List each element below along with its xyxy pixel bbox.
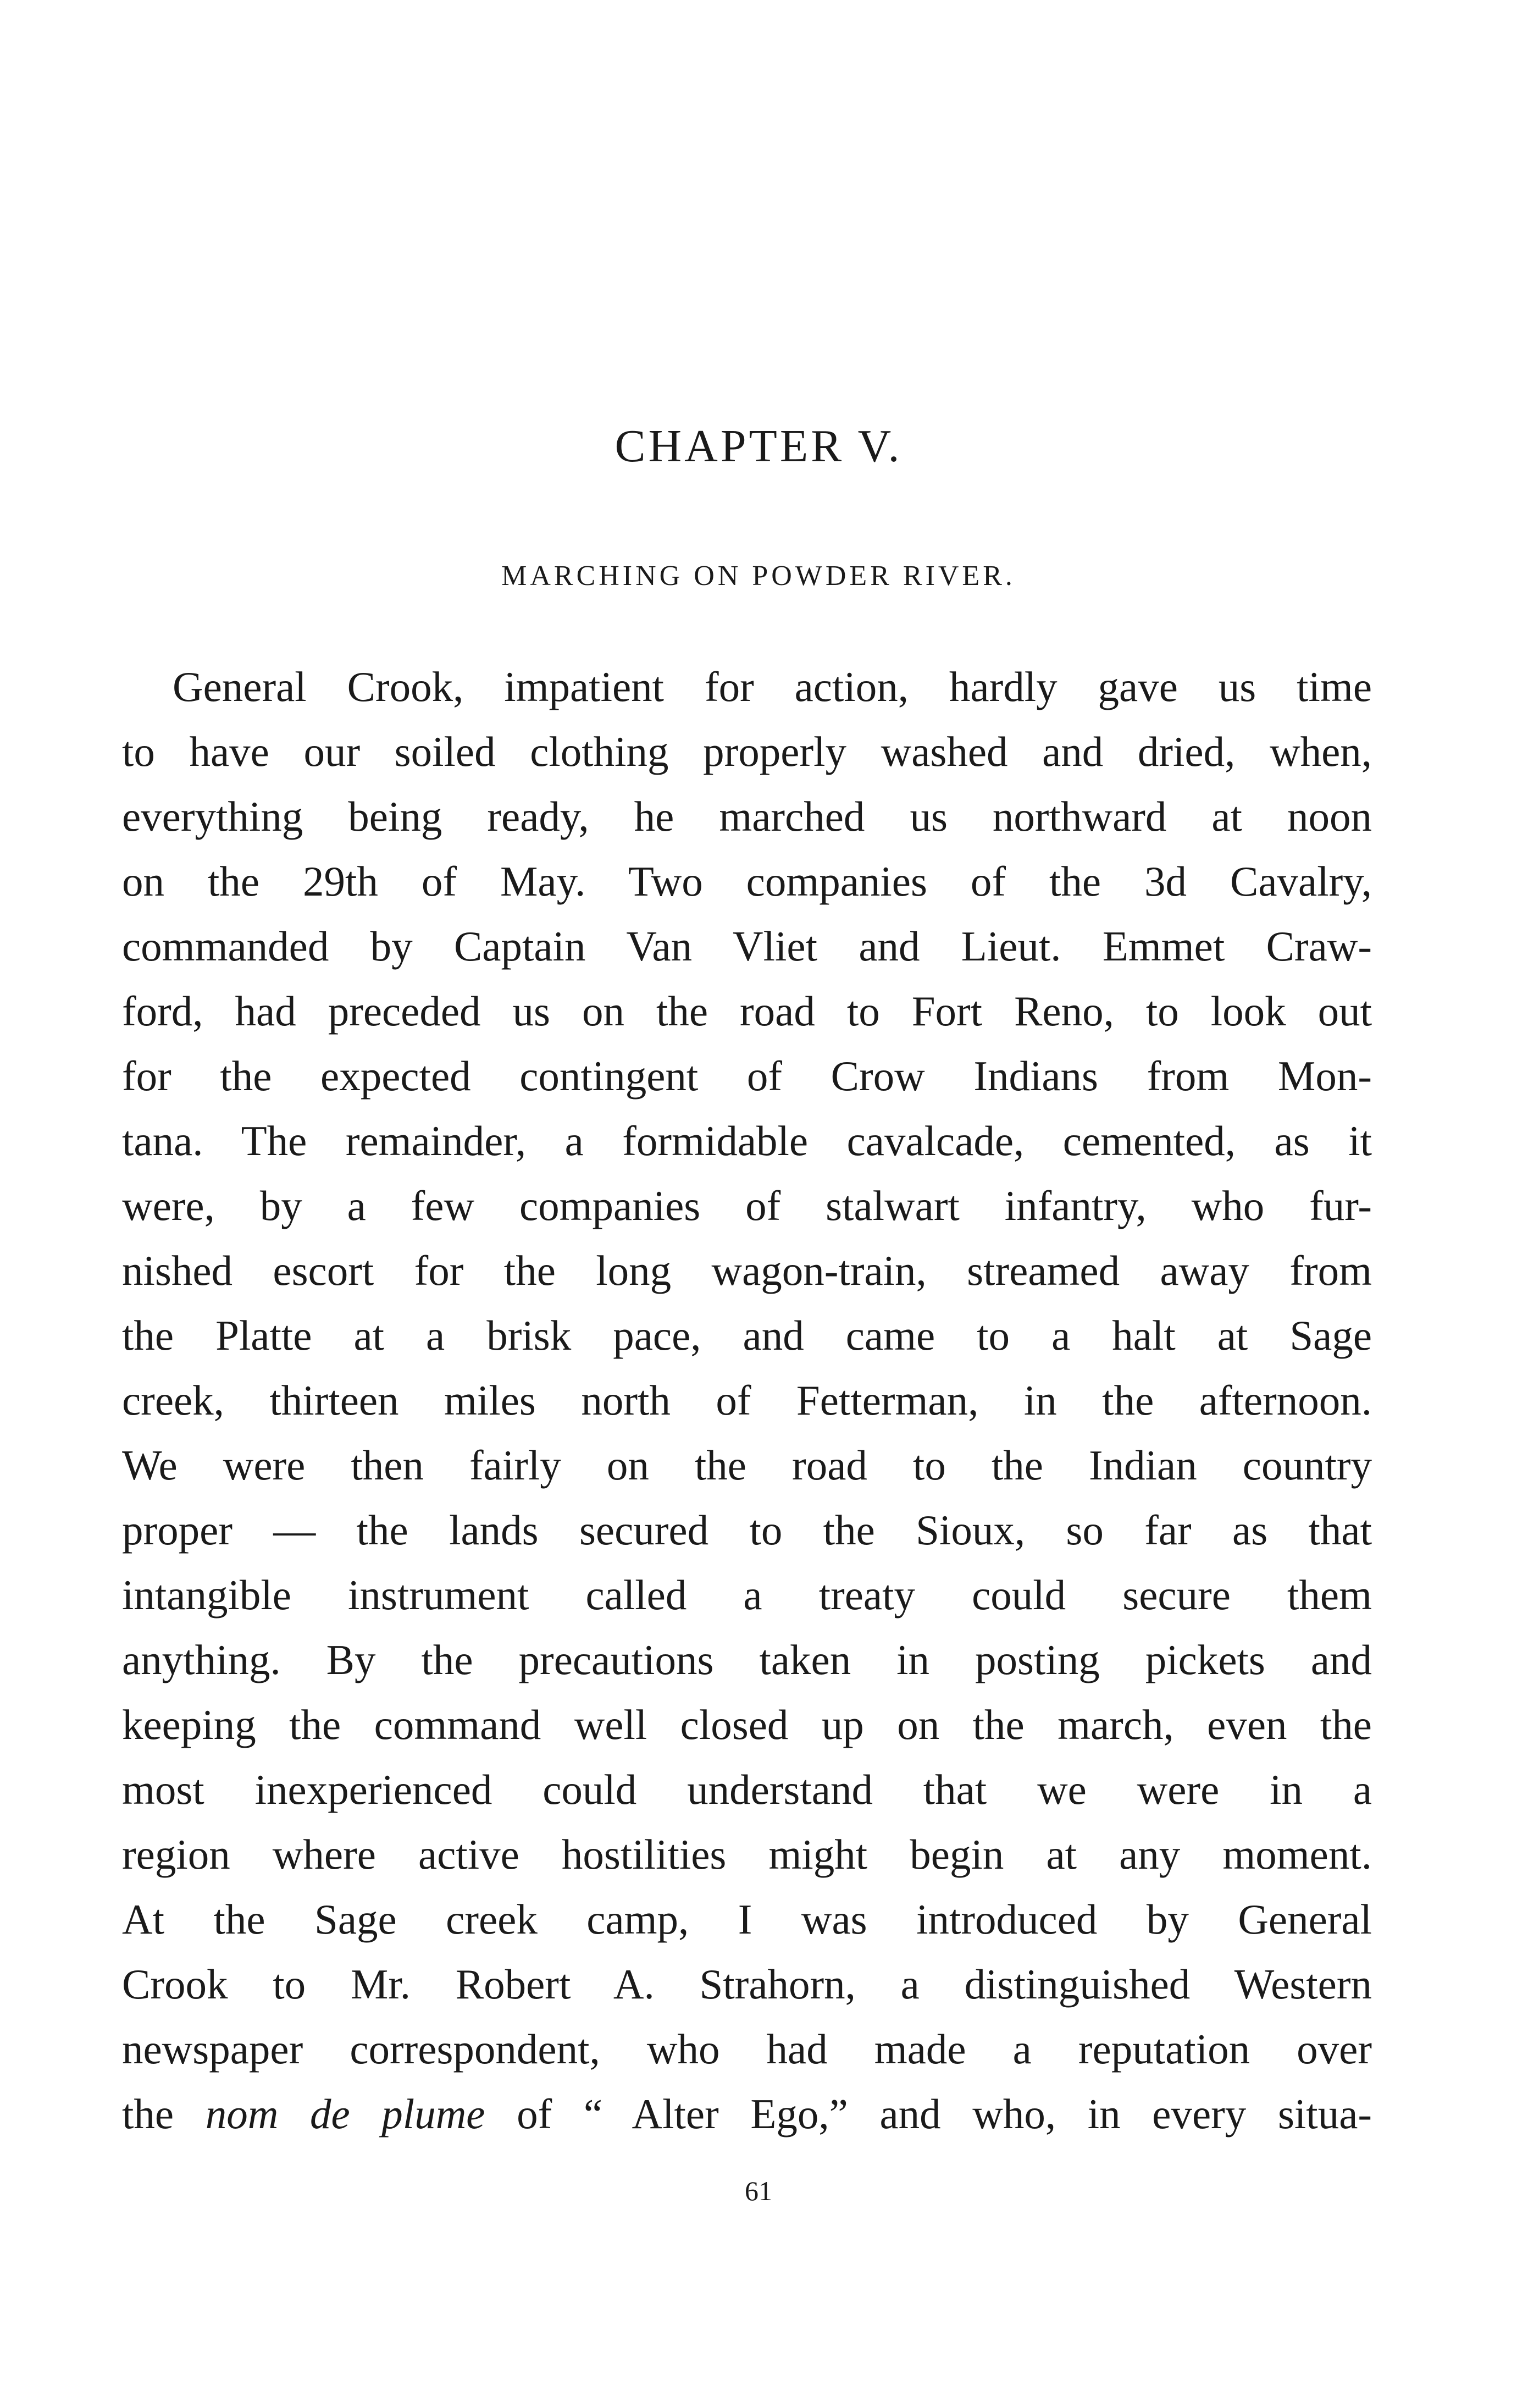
text-line: anything. By the precautions taken in posting pickets and	[122, 1636, 1372, 1683]
text-line: were, by a few companies of stalwart infantry, who fur-	[122, 1182, 1372, 1229]
text-line: We were then fairly on the road to the Indian country	[122, 1442, 1372, 1489]
text-line: General Crook, impatient for action, hardly gave us time	[173, 663, 1372, 710]
text-line: newspaper correspondent, who had made a reputation over	[122, 2025, 1372, 2073]
text-line: ford, had preceded us on the road to Fort Reno, to look out	[122, 987, 1372, 1035]
text-line: the Platte at a brisk pace, and came to a halt at Sage	[122, 1312, 1372, 1359]
text-line: Crook to Mr. Robert A. Strahorn, a distinguished Western	[122, 1960, 1372, 2008]
text-line: tana. The remainder, a formidable cavalcade, cemented, as it	[122, 1117, 1372, 1164]
text-fragment: of “ Alter Ego,” and who, in every situa-	[517, 2090, 1372, 2138]
text-line: intangible instrument called a treaty could secure them	[122, 1571, 1372, 1619]
text-line: region where active hostilities might begin at any moment.	[122, 1831, 1372, 1878]
text-line: most inexperienced could understand that we were in a	[122, 1766, 1372, 1813]
text-line: nished escort for the long wagon-train, streamed away from	[122, 1247, 1372, 1294]
text-line: to have our soiled clothing properly washed and dried, when,	[122, 728, 1372, 775]
text-line: keeping the command well closed up on the march, even the	[122, 1701, 1372, 1748]
text-line: proper — the lands secured to the Sioux, so far as that	[122, 1506, 1372, 1554]
chapter-title: CHAPTER V.	[614, 421, 903, 472]
italic-phrase: nom de plume	[205, 2090, 485, 2138]
text-line: At the Sage creek camp, I was introduced by General	[122, 1896, 1372, 1943]
chapter-subtitle: MARCHING ON POWDER RIVER.	[501, 560, 1016, 592]
text-line: on the 29th of May. Two companies of the 3d Cavalry,	[122, 858, 1372, 905]
text-line: for the expected contingent of Crow Indians from Mon-	[122, 1052, 1372, 1100]
page-number: 61	[745, 2175, 772, 2206]
text-fragment: the	[122, 2090, 174, 2138]
text-line: commanded by Captain Van Vliet and Lieut. Emmet Craw-	[122, 923, 1372, 970]
text-line: everything being ready, he marched us northward at noon	[122, 793, 1372, 840]
body-text	[122, 654, 1372, 2146]
text-line: creek, thirteen miles north of Fetterman, in the afternoon.	[122, 1377, 1372, 1424]
text-line-last	[122, 2081, 1372, 2146]
